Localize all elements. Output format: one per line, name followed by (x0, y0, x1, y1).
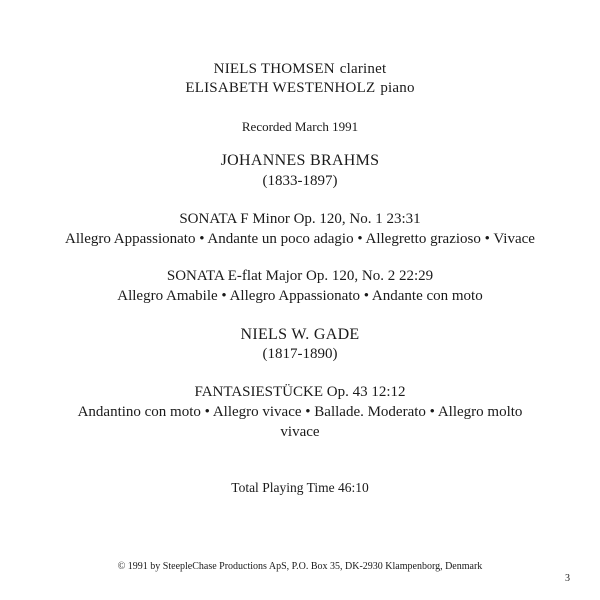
recorded-date: Recorded March 1991 (241, 119, 359, 134)
performer-2 (0, 81, 600, 96)
composer-dates-gade: (1817-1890) (262, 346, 338, 362)
performer-1 (0, 62, 600, 77)
work-title-sonata-1: SONATA F Minor Op. 120, No. 1 23:31 (179, 211, 421, 227)
work-title-sonata-2: SONATA E-flat Major Op. 120, No. 2 22:29 (166, 268, 434, 284)
composer-name-gade: NIELS W. GADE (240, 326, 360, 343)
performer-instrument: clarinet (339, 61, 387, 77)
work-movements-fantasiestucke-line1: Andantino con moto • Allegro vivace • Ballade. Moderato • Allegro molto (77, 404, 523, 420)
composer-name-brahms: JOHANNES BRAHMS (220, 152, 380, 169)
total-playing-time: Total Playing Time 46:10 (231, 480, 369, 495)
work-movements-fantasiestucke-line2: vivace (280, 424, 320, 440)
work-title-fantasiestucke: FANTASIESTÜCKE Op. 43 12:12 (194, 384, 406, 400)
page-number: 3 (565, 573, 570, 584)
copyright-notice: © 1991 by SteepleChase Productions ApS, P.O. Box 35, DK-2930 Klampenborg, Denmark (117, 561, 483, 572)
performer-name: ELISABETH WESTENHOLZ (185, 80, 376, 96)
performer-name: NIELS THOMSEN (213, 61, 335, 77)
work-movements-sonata-1: Allegro Appassionato • Andante un poco adagio • Allegretto grazioso • Vivace (65, 231, 535, 247)
composer-dates-brahms: (1833-1897) (262, 173, 338, 189)
work-movements-sonata-2: Allegro Amabile • Allegro Appassionato • Andante con moto (117, 288, 483, 304)
performer-instrument: piano (380, 80, 415, 96)
